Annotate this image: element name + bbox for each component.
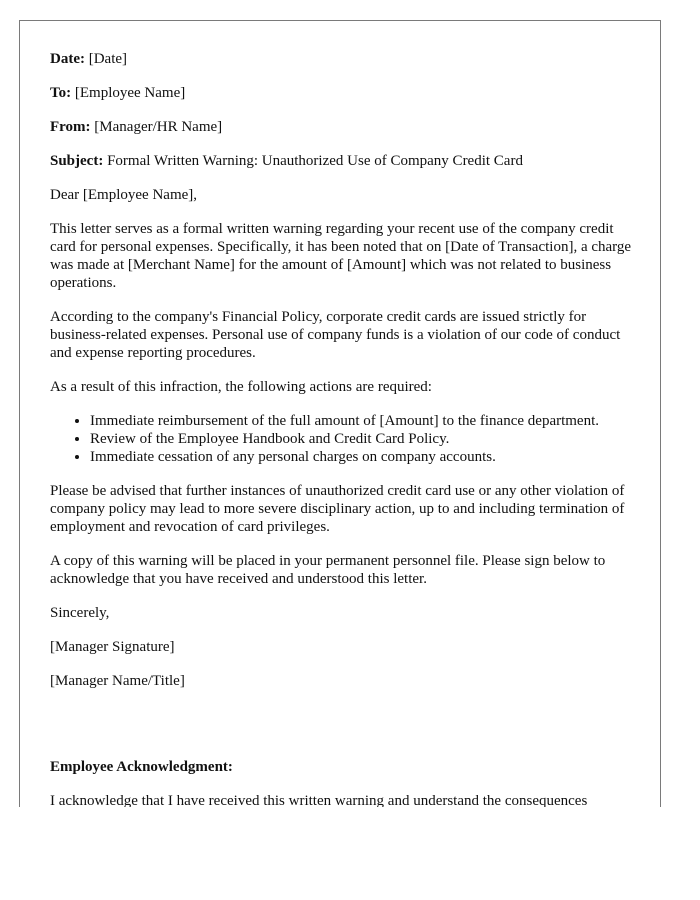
date-label: Date: [50,51,85,67]
to-value: [Employee Name] [74,85,186,101]
subject-label: Subject: [50,153,104,169]
sign-off: Sincerely, [50,605,110,621]
paragraph-consequences: Please be advised that further instances of unauthorized credit card use or any other violation of company policy may lead to more severe disciplinary action, up to and including termination of employment and revocation of card privileges. [50,483,625,535]
letter-page [19,20,661,807]
acknowledgment-title: Employee Acknowledgment: [50,759,233,775]
from-line [50,118,640,136]
from-label: From: [50,119,91,135]
list-item: • Immediate reimbursement of the full amount of [Amount] to the finance department. [90,412,640,430]
manager-name-title: [Manager Name/Title] [50,673,185,689]
manager-signature: [Manager Signature] [50,639,175,655]
list-item: • Immediate cessation of any personal charges on company accounts. [90,448,640,466]
acknowledgment-text: I acknowledge that I have received this written warning and understand the consequences [50,793,588,807]
to-label: To: [50,85,72,101]
subject-line [50,152,640,170]
from-value: [Manager/HR Name] [94,119,223,135]
paragraph-personnel-file: A copy of this warning will be placed in your permanent personnel file. Please sign below to acknowledge that you have received and understood this letter. [50,553,606,587]
list-item: • Review of the Employee Handbook and Credit Card Policy. [90,430,640,448]
letter-content [50,50,640,807]
date-line [50,50,640,68]
salutation: Dear [Employee Name], [50,187,198,203]
subject-value: Formal Written Warning: Unauthorized Use of Company Credit Card [107,153,523,169]
paragraph-transaction: This letter serves as a formal written warning regarding your recent use of the company credit card for personal expenses. Specifically, it has been noted that on [Date of Transaction], a charge was made at [Merchant Name] for the amount of [Amount] which was not related to business operations. [50,221,632,291]
actions-intro: As a result of this infraction, the following actions are required: [50,379,432,395]
actions-list [50,412,640,466]
date-value: [Date] [88,51,128,67]
signature-spacer [50,706,640,758]
to-line [50,84,640,102]
paragraph-policy: According to the company's Financial Policy, corporate credit cards are issued strictly for business-related expenses. Personal use of company funds is a violation of our code of conduct and expense reporting procedures. [50,309,621,361]
